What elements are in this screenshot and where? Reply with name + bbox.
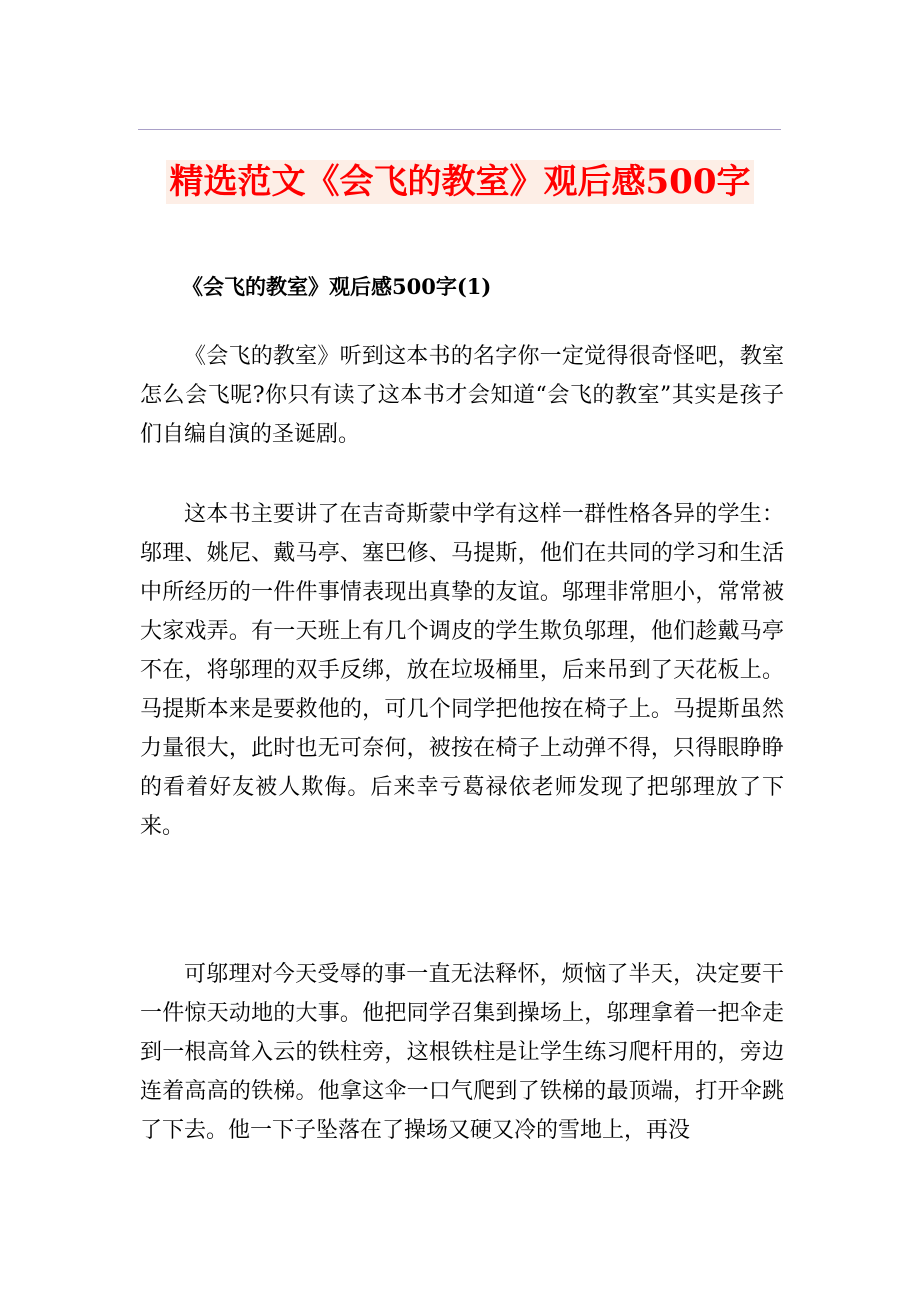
section-heading: 《会飞的教室》观后感500字(1) [182, 274, 492, 299]
title-container [0, 160, 920, 204]
header-rule [138, 129, 781, 130]
document-title: 精选范文《会飞的教室》观后感500字 [166, 160, 755, 204]
paragraph-2: 这本书主要讲了在吉奇斯蒙中学有这样一群性格各异的学生：邬理、姚尼、戴马亭、塞巴修、马提斯，他们在共同的学习和生活中所经历的一件件事情表现出真挚的友谊。邬理非常胆小，常常被大家戏弄。有一天班上有几个调皮的学生欺负邬理，他们趁戴马亭不在，将邬理的双手反绑，放在垃圾桶里，后来吊到了天花板上。马提斯本来是要救他的，可几个同学把他按在椅子上。马提斯虽然力量很大，此时也无可奈何，被按在椅子上动弹不得，只得眼睁睁的看着好友被人欺侮。后来幸亏葛禄依老师发现了把邬理放了下来。 [140, 502, 784, 839]
paragraph-1: 《会飞的教室》听到这本书的名字你一定觉得很奇怪吧，教室怎么会飞呢?你只有读了这本书才会知道“会飞的教室”其实是孩子们自编自演的圣诞剧。 [140, 344, 784, 447]
paragraph-3: 可邬理对今天受辱的事一直无法释怀，烦恼了半天，决定要干一件惊天动地的大事。他把同学召集到操场上，邬理拿着一把伞走到一根高耸入云的铁柱旁，这根铁柱是让学生练习爬杆用的，旁边连着高高的铁梯。他拿这伞一口气爬到了铁梯的最顶端，打开伞跳了下去。他一下子坠落在了操场又硬又冷的雪地上，再没 [140, 962, 784, 1143]
